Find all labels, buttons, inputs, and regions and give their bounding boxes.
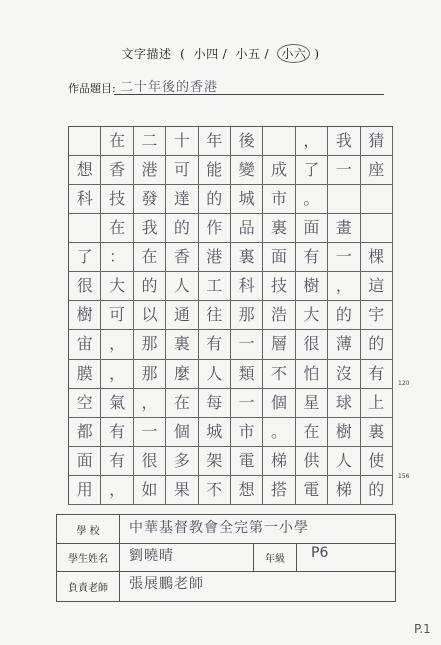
grid-cell: 一 bbox=[231, 330, 263, 359]
grid-cell: 科 bbox=[69, 185, 101, 214]
grid-cell: 空 bbox=[69, 389, 101, 418]
grid-cell: 。 bbox=[263, 418, 295, 447]
topic-value: 二十年後的香港 bbox=[120, 80, 219, 95]
grid-cell: 發 bbox=[134, 185, 166, 214]
grid-cell: 作 bbox=[199, 214, 231, 243]
grid-cell: 工 bbox=[199, 272, 231, 301]
level-option-6-circled: 小六 bbox=[277, 44, 310, 63]
grid-cell: 二 bbox=[134, 127, 166, 156]
grid-cell: 我 bbox=[134, 214, 166, 243]
grid-cell bbox=[69, 214, 101, 243]
grid-cell bbox=[69, 127, 101, 156]
grid-cell: 沒 bbox=[328, 360, 360, 389]
grid-cell: 了 bbox=[69, 243, 101, 272]
topic-row bbox=[68, 76, 388, 98]
grid-cell: 很 bbox=[69, 272, 101, 301]
grid-cell: 變 bbox=[231, 156, 263, 185]
grid-cell: 品 bbox=[231, 214, 263, 243]
grid-cell: ， bbox=[296, 127, 328, 156]
grid-cell: 供 bbox=[296, 447, 328, 476]
grid-cell: 一 bbox=[328, 243, 360, 272]
grid-cell: 十 bbox=[166, 127, 198, 156]
sheet-title: 文字描述 ( 小四 / 小五 / 小六 ) bbox=[0, 44, 441, 63]
grid-cell: 搭 bbox=[263, 476, 295, 505]
grid-cell: 技 bbox=[101, 185, 133, 214]
grid-cell: 想 bbox=[231, 476, 263, 505]
grid-cell: 層 bbox=[263, 330, 295, 359]
grid-cell: 個 bbox=[263, 389, 295, 418]
grid-cell: 那 bbox=[134, 330, 166, 359]
grid-cell: 科 bbox=[231, 272, 263, 301]
grid-cell: 麼 bbox=[166, 360, 198, 389]
student-name-label: 學生姓名 bbox=[57, 543, 120, 571]
grid-cell: 人 bbox=[328, 447, 360, 476]
grid-cell: 樹 bbox=[69, 301, 101, 330]
grid-cell: 有 bbox=[199, 330, 231, 359]
grid-cell bbox=[361, 185, 393, 214]
grid-cell: 電 bbox=[231, 447, 263, 476]
grid-cell: 如 bbox=[134, 476, 166, 505]
grid-cell: 猜 bbox=[361, 127, 393, 156]
grid-cell: 城 bbox=[199, 418, 231, 447]
grid-cell: 成 bbox=[263, 156, 295, 185]
grid-cell: ： bbox=[101, 243, 133, 272]
grid-cell: 用 bbox=[69, 476, 101, 505]
grid-cell: 的 bbox=[166, 214, 198, 243]
teacher-value: 張展鵬老師 bbox=[129, 576, 204, 592]
school-label: 學 校 bbox=[57, 515, 120, 543]
grid-cell: 可 bbox=[101, 301, 133, 330]
level-option-5: 小五 bbox=[235, 47, 261, 61]
grid-cell: 星 bbox=[296, 389, 328, 418]
grid-cell: 香 bbox=[101, 156, 133, 185]
grid-cell: 面 bbox=[296, 214, 328, 243]
grid-cell: 多 bbox=[166, 447, 198, 476]
grid-cell: 人 bbox=[166, 272, 198, 301]
grid-cell: 的 bbox=[328, 301, 360, 330]
grid-cell: 樹 bbox=[328, 418, 360, 447]
grid-cell: 架 bbox=[199, 447, 231, 476]
grid-cell: 宇 bbox=[361, 301, 393, 330]
grid-cell: 年 bbox=[199, 127, 231, 156]
page-number: P.1 bbox=[414, 622, 431, 636]
school-row bbox=[57, 515, 395, 544]
grid-cell: ， bbox=[134, 389, 166, 418]
grid-cell: 有 bbox=[296, 243, 328, 272]
grid-cell: 大 bbox=[101, 272, 133, 301]
grid-cell: 這 bbox=[361, 272, 393, 301]
grid-cell: 個 bbox=[166, 418, 198, 447]
grid-cell: 上 bbox=[361, 389, 393, 418]
count-marker-120: 120 bbox=[398, 380, 410, 387]
info-table bbox=[56, 514, 396, 602]
count-marker-156: 156 bbox=[398, 473, 410, 480]
grid-cell: 面 bbox=[69, 447, 101, 476]
grid-cell: 的 bbox=[199, 185, 231, 214]
grid-cell: 通 bbox=[166, 301, 198, 330]
grid-cell: 人 bbox=[199, 360, 231, 389]
grid-cell: 的 bbox=[361, 476, 393, 505]
level-option-4: 小四 bbox=[193, 47, 219, 61]
grid-cell: 了 bbox=[296, 156, 328, 185]
grid-cell: 在 bbox=[166, 389, 198, 418]
grid-cell: 一 bbox=[231, 389, 263, 418]
grid-cell: ， bbox=[328, 272, 360, 301]
grid-cell bbox=[263, 127, 295, 156]
grid-cell: 大 bbox=[296, 301, 328, 330]
grid-cell: ， bbox=[101, 476, 133, 505]
grid-cell: 畫 bbox=[328, 214, 360, 243]
grid-cell: 裏 bbox=[231, 243, 263, 272]
grid-cell: 一 bbox=[328, 156, 360, 185]
grid-cell: 很 bbox=[296, 330, 328, 359]
grid-cell: 有 bbox=[361, 360, 393, 389]
grid-cell: 一 bbox=[134, 418, 166, 447]
school-value: 中華基督教會全完第一小學 bbox=[129, 520, 309, 536]
grid-cell: 在 bbox=[101, 214, 133, 243]
essay-grid bbox=[68, 126, 393, 505]
grid-cell: 棵 bbox=[361, 243, 393, 272]
grid-cell: 怕 bbox=[296, 360, 328, 389]
grid-cell: 港 bbox=[134, 156, 166, 185]
teacher-label: 負責老師 bbox=[57, 571, 120, 601]
grid-cell: 。 bbox=[296, 185, 328, 214]
grid-cell: 面 bbox=[263, 243, 295, 272]
grid-cell: 我 bbox=[328, 127, 360, 156]
grade-label: 年級 bbox=[253, 543, 297, 571]
grid-cell: 的 bbox=[361, 330, 393, 359]
grid-cell: 都 bbox=[69, 418, 101, 447]
grid-cell: 宙 bbox=[69, 330, 101, 359]
grid-cell: 球 bbox=[328, 389, 360, 418]
grid-cell: 市 bbox=[231, 418, 263, 447]
grid-cell: 那 bbox=[134, 360, 166, 389]
grid-cell: 的 bbox=[134, 272, 166, 301]
grid-cell: 市 bbox=[263, 185, 295, 214]
grid-cell: 達 bbox=[166, 185, 198, 214]
grid-cell: 後 bbox=[231, 127, 263, 156]
grid-cell: 香 bbox=[166, 243, 198, 272]
grid-cell: 在 bbox=[101, 127, 133, 156]
grid-cell: 那 bbox=[231, 301, 263, 330]
grid-cell: 有 bbox=[101, 447, 133, 476]
title-text: 文字描述 bbox=[121, 47, 172, 61]
grid-cell: 薄 bbox=[328, 330, 360, 359]
grid-cell: 不 bbox=[199, 476, 231, 505]
grid-cell: 使 bbox=[361, 447, 393, 476]
grid-cell: 裏 bbox=[166, 330, 198, 359]
grid-cell: 膜 bbox=[69, 360, 101, 389]
grid-cell: 裏 bbox=[263, 214, 295, 243]
grid-cell: 不 bbox=[263, 360, 295, 389]
grid-cell: 可 bbox=[166, 156, 198, 185]
grid-cell: 在 bbox=[134, 243, 166, 272]
topic-label: 作品題目: bbox=[68, 82, 116, 95]
grid-cell: 每 bbox=[199, 389, 231, 418]
grid-cell: 類 bbox=[231, 360, 263, 389]
grid-cell: 梯 bbox=[328, 476, 360, 505]
grid-cell: 能 bbox=[199, 156, 231, 185]
grid-cell: 氣 bbox=[101, 389, 133, 418]
grid-cell: 梯 bbox=[263, 447, 295, 476]
student-name-value: 劉曉晴 bbox=[129, 548, 174, 564]
grid-cell: 有 bbox=[101, 418, 133, 447]
grade-value: P6 bbox=[311, 545, 329, 561]
grid-cell: 浩 bbox=[263, 301, 295, 330]
name-row bbox=[57, 543, 395, 572]
grid-cell: 座 bbox=[361, 156, 393, 185]
grid-cell: 在 bbox=[296, 418, 328, 447]
grid-cell: 技 bbox=[263, 272, 295, 301]
grid-cell bbox=[361, 214, 393, 243]
grid-cell: 往 bbox=[199, 301, 231, 330]
grid-cell: ， bbox=[101, 360, 133, 389]
teacher-row bbox=[57, 571, 395, 601]
grid-cell: 以 bbox=[134, 301, 166, 330]
grid-cell: 電 bbox=[296, 476, 328, 505]
grid-cell: 裏 bbox=[361, 418, 393, 447]
grid-cell bbox=[328, 185, 360, 214]
grid-cell: 港 bbox=[199, 243, 231, 272]
grid-cell: 樹 bbox=[296, 272, 328, 301]
grid-cell: 很 bbox=[134, 447, 166, 476]
grid-cell: 城 bbox=[231, 185, 263, 214]
grid-cell: 想 bbox=[69, 156, 101, 185]
grid-cell: 果 bbox=[166, 476, 198, 505]
grid-cell: ， bbox=[101, 330, 133, 359]
